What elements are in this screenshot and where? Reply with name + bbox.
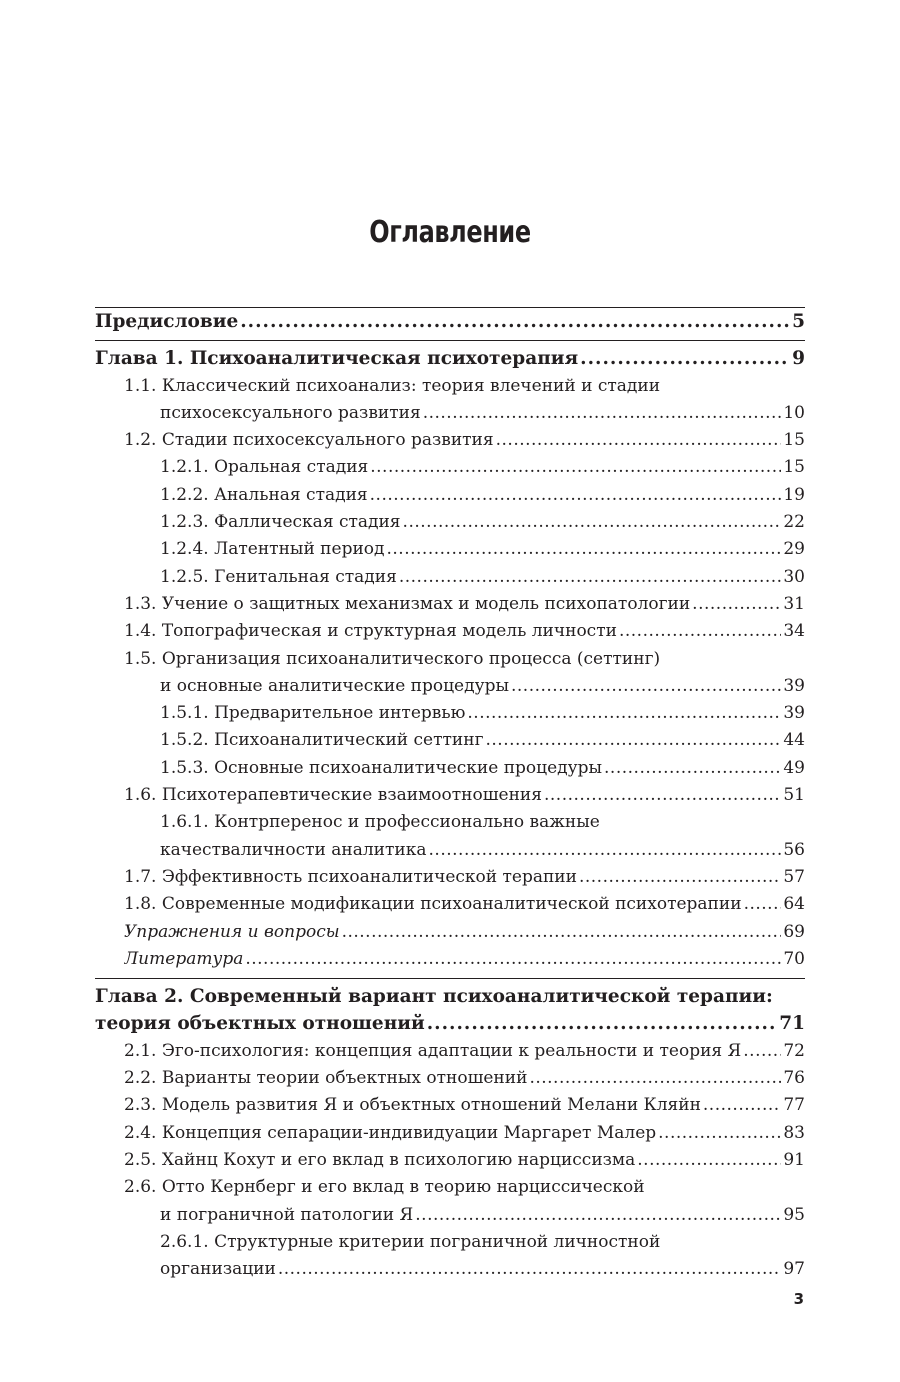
- dot-leader: [544, 782, 781, 809]
- toc-entry-2-3[interactable]: [95, 1092, 805, 1119]
- toc-entry-2-6-1[interactable]: [95, 1229, 805, 1284]
- page-title: Оглавление: [369, 215, 531, 250]
- toc-entry-2-2[interactable]: [95, 1065, 805, 1092]
- dot-leader: [511, 673, 781, 700]
- toc-entry-1-5-1[interactable]: [95, 700, 805, 727]
- toc-entry-text: 1.2.5. Генитальная стадия: [160, 566, 397, 587]
- toc-entry-1-1[interactable]: [95, 373, 805, 428]
- toc-entry-text: 1.2.1. Оральная стадия: [160, 457, 369, 478]
- toc-entry-text: 1.5.1. Предварительное интервью: [160, 703, 466, 724]
- toc-page-number: 69: [783, 921, 805, 942]
- toc-entry-text: 1.2. Стадии психосексуального развития: [124, 430, 494, 451]
- toc-entry-text: Глава 2. Современный вариант психоаналитической терапии:: [95, 986, 773, 1008]
- toc-entry-1-6[interactable]: [95, 782, 805, 809]
- toc-entry-text: 1.3. Учение о защитных механизмах и модель психопатологии: [124, 593, 691, 614]
- toc-entry-1-8[interactable]: [95, 891, 805, 918]
- dot-leader: [387, 536, 782, 563]
- toc-entry-text: Глава 1. Психоаналитическая психотерапия: [95, 348, 579, 370]
- toc-page-number: 34: [783, 621, 805, 642]
- dot-leader: [619, 618, 781, 645]
- toc-entry-chapter-2[interactable]: [95, 983, 805, 1038]
- toc-entry-text: 1.2.2. Анальная стадия: [160, 484, 368, 505]
- dot-leader: [399, 564, 782, 591]
- toc-entry-1-4[interactable]: [95, 618, 805, 645]
- toc-entry-exercises[interactable]: [95, 919, 805, 946]
- toc-entry-2-1[interactable]: [95, 1038, 805, 1065]
- toc-entry-1-2-5[interactable]: [95, 564, 805, 591]
- toc-entry-text: теория объектных отношений: [95, 1013, 425, 1035]
- toc-entry-literature[interactable]: [95, 946, 805, 973]
- dot-leader: [467, 700, 781, 727]
- toc-entry-text: 1.7. Эффективность психоаналитической терапии: [124, 866, 577, 887]
- toc-entry-1-2-3[interactable]: [95, 509, 805, 536]
- toc-page-number: 95: [783, 1204, 805, 1225]
- toc-page-number: 77: [783, 1095, 805, 1116]
- toc-entry-text: Упражнения и вопросы: [124, 921, 340, 942]
- dot-leader: [743, 1038, 781, 1065]
- toc-entry-1-2-4[interactable]: [95, 536, 805, 563]
- dot-leader: [579, 864, 781, 891]
- toc-entry-1-5[interactable]: [95, 646, 805, 701]
- toc-page-number: 9: [792, 348, 805, 370]
- dot-leader: [580, 345, 790, 372]
- toc-page-number: 30: [783, 566, 805, 587]
- divider: [95, 335, 805, 341]
- dot-leader: [427, 1010, 778, 1037]
- toc-entry-1-3[interactable]: [95, 591, 805, 618]
- toc-entry-text: 1.6.1. Контрперенос и профессионально важные: [160, 812, 600, 833]
- toc-page-number: 19: [783, 484, 805, 505]
- toc-entry-text: 1.2.3. Фаллическая стадия: [160, 512, 401, 533]
- page-number: 3: [793, 1290, 804, 1308]
- dot-leader: [658, 1120, 781, 1147]
- dot-leader: [245, 946, 781, 973]
- toc-entry-2-4[interactable]: [95, 1120, 805, 1147]
- toc-entry-text: 1.5.2. Психоаналитический сеттинг: [160, 730, 484, 751]
- toc-entry-text: качестваличности аналитика: [160, 839, 427, 860]
- toc-page-number: 22: [783, 512, 805, 533]
- toc-entry-text: организации: [160, 1259, 276, 1280]
- toc-entry-text: психосексуального развития: [160, 402, 421, 423]
- toc-page-number: 15: [783, 457, 805, 478]
- dot-leader: [278, 1256, 782, 1283]
- toc-entry-text: 1.1. Классический психоанализ: теория влечений и стадии: [124, 375, 661, 396]
- toc-page-number: 39: [783, 675, 805, 696]
- toc-page-number: 10: [783, 402, 805, 423]
- toc-entry-text: 1.5.3. Основные психоаналитические процедуры: [160, 757, 603, 778]
- toc-page-number: 49: [783, 757, 805, 778]
- toc-page-number: 5: [792, 311, 805, 332]
- toc-entry-text: Предисловие: [95, 311, 239, 332]
- dot-leader: [692, 591, 781, 618]
- dot-leader: [370, 454, 781, 481]
- dot-leader: [415, 1202, 781, 1229]
- toc-entry-text: 2.1. Эго-психология: концепция адаптации к реальности и теория Я: [124, 1040, 742, 1061]
- dot-leader: [342, 919, 782, 946]
- toc-page-number: 15: [783, 430, 805, 451]
- toc-entry-text: 1.6. Психотерапевтические взаимоотношения: [124, 785, 542, 806]
- toc-page-number: 70: [783, 948, 805, 969]
- toc-entry-preface[interactable]: [95, 308, 805, 335]
- toc-entry-2-6[interactable]: [95, 1174, 805, 1229]
- toc-page-number: 56: [783, 839, 805, 860]
- toc-entry-1-2-2[interactable]: [95, 482, 805, 509]
- dot-leader: [604, 755, 781, 782]
- toc-entry-text: 1.8. Современные модификации психоаналитической психотерапии: [124, 894, 742, 915]
- toc-page-number: 71: [779, 1013, 805, 1035]
- toc-entry-1-2-1[interactable]: [95, 454, 805, 481]
- toc-entry-text: 1.5. Организация психоаналитического процесса (сеттинг): [124, 648, 661, 669]
- dot-leader: [240, 308, 790, 335]
- toc-entry-chapter-1[interactable]: [95, 345, 805, 372]
- toc-entry-1-2[interactable]: [95, 427, 805, 454]
- toc-page-number: 76: [783, 1068, 805, 1089]
- toc-page-number: 97: [783, 1259, 805, 1280]
- dot-leader: [370, 482, 782, 509]
- toc-page-number: 31: [783, 593, 805, 614]
- dot-leader: [744, 891, 782, 918]
- toc-entry-text: 2.4. Концепция сепарации-индивидуации Маргарет Малер: [124, 1122, 657, 1143]
- toc-entry-text: Литература: [124, 948, 244, 969]
- toc-entry-text: и основные аналитические процедуры: [160, 675, 509, 696]
- toc-entry-1-6-1[interactable]: [95, 809, 805, 864]
- toc-page-number: 44: [783, 730, 805, 751]
- toc-entry-text: 2.6. Отто Кернберг и его вклад в теорию нарциссической: [124, 1177, 645, 1198]
- toc-page-number: 51: [783, 785, 805, 806]
- toc-entry-text: и пограничной патологии Я: [160, 1204, 414, 1225]
- table-of-contents: [95, 307, 805, 1283]
- toc-entry-text: 2.6.1. Структурные критерии пограничной личностной: [160, 1231, 661, 1252]
- toc-entry-text: 2.3. Модель развития Я и объектных отношений Мелани Кляйн: [124, 1095, 701, 1116]
- toc-page-number: 29: [783, 539, 805, 560]
- toc-entry-text: 1.4. Топографическая и структурная модель личности: [124, 621, 617, 642]
- dot-leader: [496, 427, 782, 454]
- toc-entry-text: 2.2. Варианты теории объектных отношений: [124, 1068, 528, 1089]
- toc-entry-text: 2.5. Хайнц Кохут и его вклад в психологию нарциссизма: [124, 1149, 636, 1170]
- toc-entry-2-5[interactable]: [95, 1147, 805, 1174]
- dot-leader: [486, 727, 782, 754]
- dot-leader: [403, 509, 782, 536]
- dot-leader: [423, 400, 782, 427]
- toc-page-number: 64: [783, 894, 805, 915]
- toc-entry-1-7[interactable]: [95, 864, 805, 891]
- dot-leader: [529, 1065, 781, 1092]
- toc-entry-1-5-3[interactable]: [95, 755, 805, 782]
- dot-leader: [637, 1147, 781, 1174]
- toc-page-number: 83: [783, 1122, 805, 1143]
- toc-page-number: 91: [783, 1149, 805, 1170]
- toc-entry-text: 1.2.4. Латентный период: [160, 539, 385, 560]
- toc-page-number: 57: [783, 866, 805, 887]
- dot-leader: [429, 837, 782, 864]
- toc-page-number: 39: [783, 703, 805, 724]
- divider: [95, 973, 805, 979]
- dot-leader: [703, 1092, 781, 1119]
- toc-entry-1-5-2[interactable]: [95, 727, 805, 754]
- toc-page-number: 72: [783, 1040, 805, 1061]
